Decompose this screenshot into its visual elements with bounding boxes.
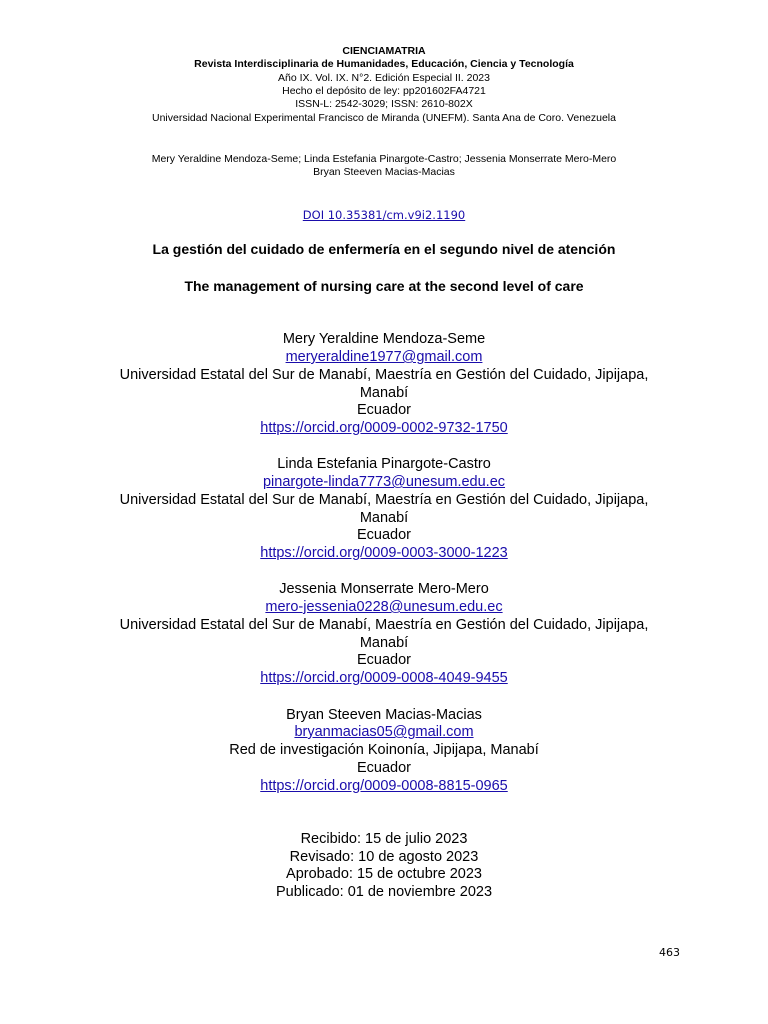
- date-published: Publicado: 01 de noviembre 2023: [275, 884, 493, 900]
- journal-deposit: Hecho el depósito de ley: pp201602FA4721: [282, 85, 486, 97]
- author-orcid-link[interactable]: https://orcid.org/0009-0003-3000-1223: [260, 545, 508, 561]
- author-affiliation-cont: Manabí: [359, 635, 409, 651]
- author-country: Ecuador: [356, 527, 411, 543]
- authors-line-1: Mery Yeraldine Mendoza-Seme; Linda Estefania Pinargote-Castro; Jessenia Monserrate Mero-Mero: [151, 153, 617, 165]
- title-spanish: La gestión del cuidado de enfermería en el segundo nivel de atención: [152, 241, 616, 257]
- author-affiliation-cont: Manabí: [359, 385, 409, 401]
- doi-link[interactable]: DOI 10.35381/cm.v9i2.1190: [302, 208, 466, 222]
- authors-line-2: Bryan Steeven Macias-Macias: [313, 166, 455, 178]
- author-affiliation-cont: Manabí: [359, 510, 409, 526]
- author-orcid-link[interactable]: https://orcid.org/0009-0002-9732-1750: [260, 420, 508, 436]
- author-country: Ecuador: [356, 760, 411, 776]
- author-affiliation: Universidad Estatal del Sur de Manabí, Maestría en Gestión del Cuidado, Jipijapa,: [119, 617, 649, 633]
- author-affiliation: Red de investigación Koinonía, Jipijapa, Manabí: [229, 742, 539, 758]
- author-email-link[interactable]: bryanmacias05@gmail.com: [294, 724, 474, 740]
- author-country: Ecuador: [356, 652, 411, 668]
- author-orcid-link[interactable]: https://orcid.org/0009-0008-4049-9455: [260, 670, 508, 686]
- date-approved: Aprobado: 15 de octubre 2023: [286, 866, 482, 882]
- title-english: The management of nursing care at the second level of care: [184, 278, 584, 294]
- journal-issue: Año IX. Vol. IX. N°2. Edición Especial II. 2023: [278, 72, 490, 84]
- author-country: Ecuador: [356, 402, 411, 418]
- author-affiliation: Universidad Estatal del Sur de Manabí, Maestría en Gestión del Cuidado, Jipijapa,: [119, 492, 649, 508]
- journal-university: Universidad Nacional Experimental Francisco de Miranda (UNEFM). Santa Ana de Coro. Venezuela: [152, 112, 616, 124]
- date-received: Recibido: 15 de julio 2023: [300, 831, 468, 847]
- author-email-link[interactable]: mero-jessenia0228@unesum.edu.ec: [265, 599, 503, 615]
- author-name: Mery Yeraldine Mendoza-Seme: [282, 331, 486, 347]
- author-name: Jessenia Monserrate Mero-Mero: [279, 581, 489, 597]
- page-number: 463: [659, 946, 680, 959]
- author-name: Linda Estefania Pinargote-Castro: [277, 456, 491, 472]
- author-orcid-link[interactable]: https://orcid.org/0009-0008-8815-0965: [260, 778, 508, 794]
- author-email-link[interactable]: pinargote-linda7773@unesum.edu.ec: [262, 474, 506, 490]
- author-affiliation: Universidad Estatal del Sur de Manabí, Maestría en Gestión del Cuidado, Jipijapa,: [119, 367, 649, 383]
- author-name: Bryan Steeven Macias-Macias: [286, 707, 482, 723]
- author-email-link[interactable]: meryeraldine1977@gmail.com: [285, 349, 483, 365]
- journal-issn: ISSN-L: 2542-3029; ISSN: 2610-802X: [295, 98, 473, 110]
- journal-subtitle: Revista Interdisciplinaria de Humanidades, Educación, Ciencia y Tecnología: [194, 58, 574, 70]
- journal-name: CIENCIAMATRIA: [342, 45, 426, 57]
- date-revised: Revisado: 10 de agosto 2023: [289, 849, 479, 865]
